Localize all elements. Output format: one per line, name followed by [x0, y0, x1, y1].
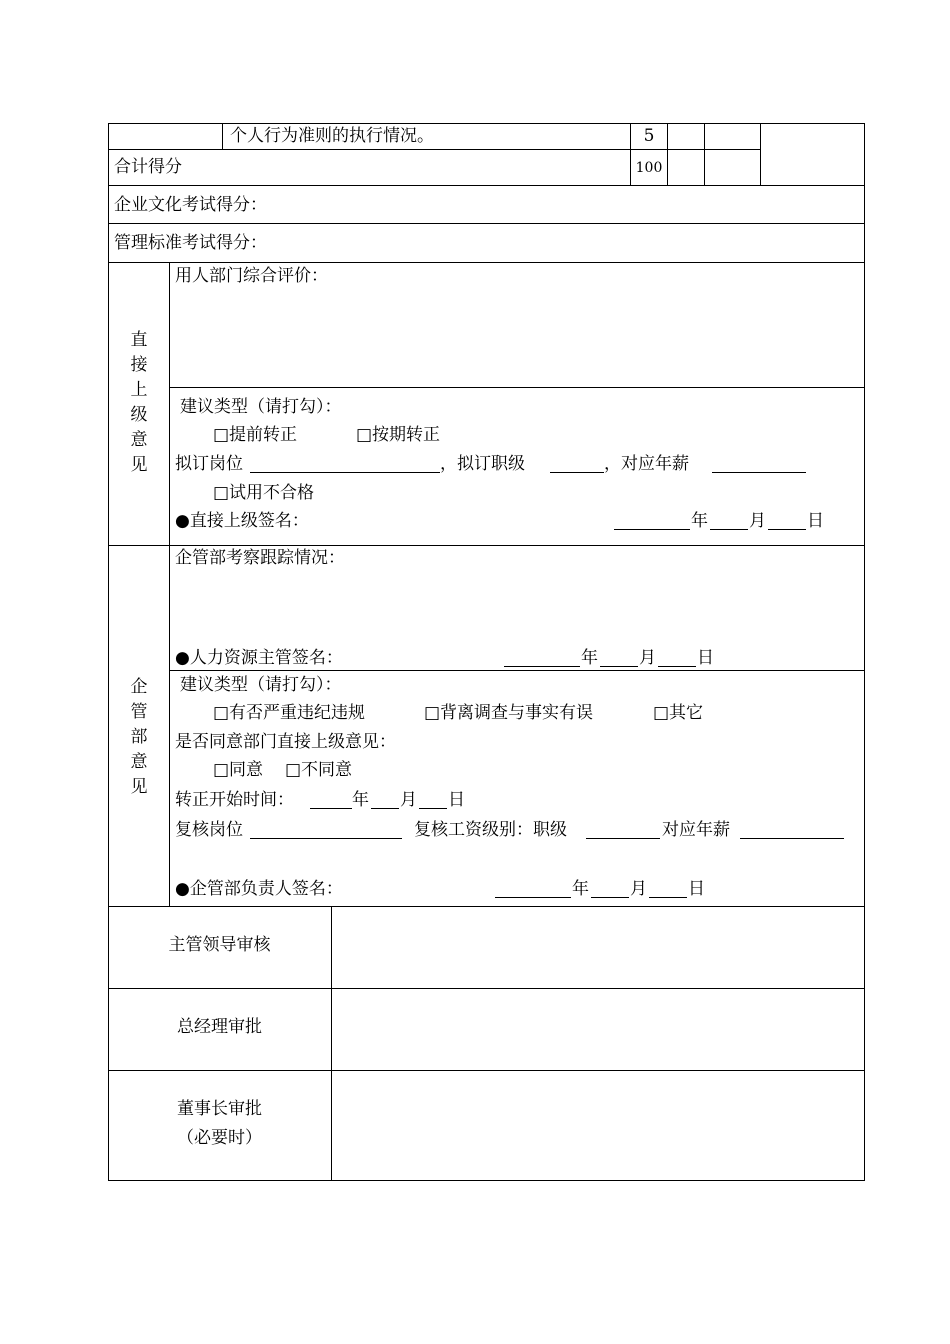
row-divider: [108, 545, 865, 546]
admin-side-label: 企 管 部 意 见: [130, 677, 148, 797]
item-text: 个人行为准则的执行情况。: [230, 126, 434, 146]
col-divider: [760, 123, 761, 186]
background-checkbox[interactable]: □背离调查与事实有误: [424, 703, 594, 723]
other-checkbox[interactable]: □其它: [653, 703, 704, 723]
violation-checkbox[interactable]: □有否严重违纪违规: [213, 703, 366, 723]
grade-label: ，拟订职级: [440, 454, 525, 474]
review-post-label: 复核岗位: [175, 820, 243, 840]
row-divider: [108, 906, 865, 907]
row-divider: [108, 262, 865, 263]
sign-year-field[interactable]: [614, 513, 690, 530]
month-label: 月: [400, 790, 417, 810]
hr-sign-month-field[interactable]: [600, 650, 638, 667]
row-divider: [108, 1070, 865, 1071]
admin-head-sign-label: ●企管部负责人签名：: [175, 879, 343, 899]
day-label: 日: [697, 648, 714, 668]
chairman-note: （必要时）: [177, 1128, 262, 1148]
sign-month-field[interactable]: [710, 513, 748, 530]
tracking-label: 企管部考察跟踪情况：: [175, 548, 345, 568]
year-label: 年: [691, 511, 708, 531]
supervisor-side-label: 直 接 上 级 意 见: [130, 330, 148, 475]
post-label: 拟订岗位: [175, 454, 243, 474]
year-label: 年: [572, 879, 589, 899]
standard-exam-label: 管理标准考试得分：: [114, 233, 267, 253]
salary-label: ，对应年薪: [604, 454, 689, 474]
fail-checkbox[interactable]: □试用不合格: [213, 483, 315, 503]
review-grade-field[interactable]: [586, 822, 660, 839]
day-label: 日: [448, 790, 465, 810]
month-label: 月: [639, 648, 656, 668]
row-divider: [169, 387, 865, 388]
row-divider: [108, 185, 865, 186]
agree-checkbox[interactable]: □同意: [213, 760, 264, 780]
row-divider: [108, 988, 865, 989]
grade-field[interactable]: [550, 456, 604, 473]
day-label: 日: [807, 511, 824, 531]
year-label: 年: [352, 790, 369, 810]
month-label: 月: [630, 879, 647, 899]
start-time-label: 转正开始时间：: [175, 790, 294, 810]
review-post-field[interactable]: [250, 822, 402, 839]
head-sign-year-field[interactable]: [495, 881, 571, 898]
gm-approval-field[interactable]: [333, 990, 863, 1069]
row-divider: [108, 223, 865, 224]
early-confirm-checkbox[interactable]: □提前转正: [213, 425, 298, 445]
chairman-approval-field[interactable]: [333, 1072, 863, 1179]
leader-review-field[interactable]: [333, 908, 863, 987]
year-label: 年: [581, 648, 598, 668]
evaluation-field[interactable]: [171, 290, 863, 385]
sign-day-field[interactable]: [768, 513, 806, 530]
start-month-field[interactable]: [371, 792, 399, 809]
col-divider: [667, 123, 668, 186]
col-divider: [704, 123, 705, 186]
review-salary-field[interactable]: [740, 822, 844, 839]
supervisor-sign-label: ●直接上级签名：: [175, 511, 309, 531]
suggestion-label: 建议类型（请打勾）：: [180, 397, 342, 417]
head-sign-day-field[interactable]: [649, 881, 687, 898]
leader-review-label: 主管领导审核: [168, 935, 271, 955]
total-score: 100: [635, 160, 663, 176]
row-divider: [108, 149, 761, 150]
ontime-confirm-checkbox[interactable]: □按期转正: [356, 425, 441, 445]
agree-question: 是否同意部门直接上级意见：: [175, 732, 396, 752]
hr-sign-day-field[interactable]: [658, 650, 696, 667]
table-right-border: [864, 123, 865, 1181]
evaluation-label: 用人部门综合评价：: [175, 266, 328, 286]
start-day-field[interactable]: [419, 792, 447, 809]
month-label: 月: [749, 511, 766, 531]
item-score: 5: [643, 126, 655, 146]
table-bottom-border: [108, 1180, 865, 1181]
col-divider: [169, 262, 170, 907]
culture-exam-label: 企业文化考试得分：: [114, 195, 267, 215]
chairman-approval-label: 董事长审批: [177, 1099, 262, 1119]
tracking-field[interactable]: [171, 572, 863, 644]
salary-field[interactable]: [712, 456, 806, 473]
disagree-checkbox[interactable]: □不同意: [285, 760, 353, 780]
col-divider: [331, 906, 332, 1181]
hr-sign-year-field[interactable]: [504, 650, 580, 667]
start-year-field[interactable]: [310, 792, 352, 809]
col-divider: [222, 123, 223, 150]
admin-suggestion-label: 建议类型（请打勾）：: [180, 675, 342, 695]
head-sign-month-field[interactable]: [591, 881, 629, 898]
row-divider: [169, 670, 865, 671]
post-field[interactable]: [250, 456, 440, 473]
total-label: 合计得分: [114, 157, 182, 177]
gm-approval-label: 总经理审批: [177, 1017, 262, 1037]
day-label: 日: [688, 879, 705, 899]
hr-sign-label: ●人力资源主管签名：: [175, 648, 343, 668]
review-salary-label: 对应年薪: [662, 820, 730, 840]
review-grade-label: 复核工资级别：职级: [414, 820, 567, 840]
